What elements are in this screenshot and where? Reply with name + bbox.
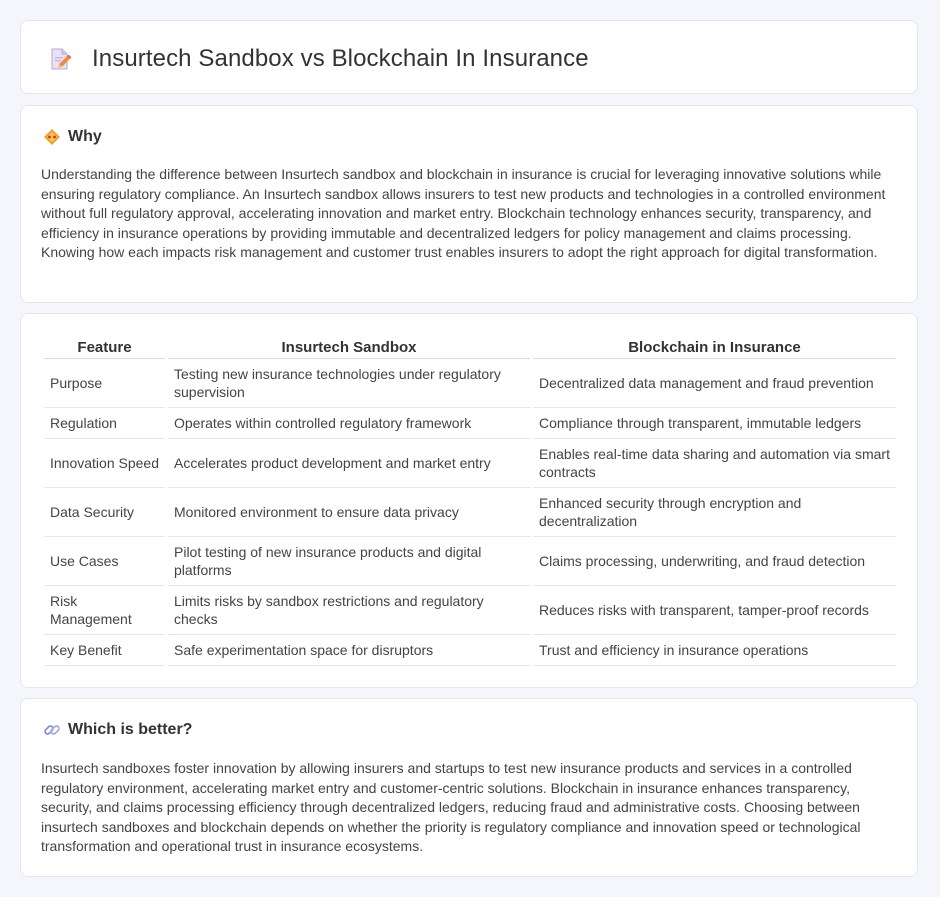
diamond-icon bbox=[43, 128, 61, 146]
table-header-row bbox=[44, 336, 896, 359]
row-feature-cell: Data Security bbox=[44, 488, 165, 537]
row-blockchain-cell: Enables real-time data sharing and automation via smart contracts bbox=[533, 439, 896, 488]
why-section bbox=[20, 105, 918, 303]
row-feature-cell: Regulation bbox=[44, 408, 165, 439]
column-header-blockchain: Blockchain in Insurance bbox=[533, 336, 896, 359]
table-row bbox=[44, 359, 896, 408]
table-row bbox=[44, 537, 896, 586]
table-row bbox=[44, 408, 896, 439]
row-blockchain-cell: Decentralized data management and fraud prevention bbox=[533, 359, 896, 408]
row-sandbox-cell: Operates within controlled regulatory framework bbox=[168, 408, 530, 439]
row-sandbox-cell: Accelerates product development and market entry bbox=[168, 439, 530, 488]
table-row bbox=[44, 586, 896, 635]
document-edit-icon bbox=[48, 47, 72, 71]
title-card bbox=[20, 20, 918, 94]
row-feature-cell: Key Benefit bbox=[44, 635, 165, 666]
table-row bbox=[44, 635, 896, 666]
row-sandbox-cell: Testing new insurance technologies under regulatory supervision bbox=[168, 359, 530, 408]
comparison-table bbox=[41, 336, 899, 666]
better-heading: Which is better? bbox=[68, 721, 193, 738]
which-is-better-section bbox=[20, 698, 918, 877]
column-header-feature: Feature bbox=[44, 336, 165, 359]
link-icon bbox=[43, 721, 61, 739]
row-blockchain-cell: Claims processing, underwriting, and fraud detection bbox=[533, 537, 896, 586]
row-feature-cell: Purpose bbox=[44, 359, 165, 408]
why-header bbox=[43, 128, 102, 146]
comparison-table-card bbox=[20, 313, 918, 688]
row-blockchain-cell: Reduces risks with transparent, tamper-proof records bbox=[533, 586, 896, 635]
row-sandbox-cell: Monitored environment to ensure data privacy bbox=[168, 488, 530, 537]
row-feature-cell: Use Cases bbox=[44, 537, 165, 586]
table-row bbox=[44, 439, 896, 488]
row-sandbox-cell: Pilot testing of new insurance products and digital platforms bbox=[168, 537, 530, 586]
row-sandbox-cell: Safe experimentation space for disruptors bbox=[168, 635, 530, 666]
table-row bbox=[44, 488, 896, 537]
row-blockchain-cell: Trust and efficiency in insurance operations bbox=[533, 635, 896, 666]
row-feature-cell: Innovation Speed bbox=[44, 439, 165, 488]
row-blockchain-cell: Compliance through transparent, immutable ledgers bbox=[533, 408, 896, 439]
why-heading: Why bbox=[68, 128, 102, 145]
better-header bbox=[43, 721, 192, 739]
row-blockchain-cell: Enhanced security through encryption and decentralization bbox=[533, 488, 896, 537]
page-title: Insurtech Sandbox vs Blockchain In Insurance bbox=[92, 45, 589, 72]
column-header-insurtech-sandbox: Insurtech Sandbox bbox=[168, 336, 530, 359]
row-feature-cell: Risk Management bbox=[44, 586, 165, 635]
better-text: Insurtech sandboxes foster innovation by allowing insurers and startups to test new insurance products and services in a controlled regulatory environment, accelerating market entry and customer-centric solutions. Blockchain in insurance enhances transparency, security, and claims processing efficiency through decentralized ledgers, reducing fraud and administrative costs. Choosing between insurtech sandboxes and blockchain depends on whether the priority is regulatory compliance and innovation speed or technological transformation and operational trust in insurance ecosystems. bbox=[41, 760, 861, 854]
row-sandbox-cell: Limits risks by sandbox restrictions and regulatory checks bbox=[168, 586, 530, 635]
why-text: Understanding the difference between Insurtech sandbox and blockchain in insurance is crucial for leveraging innovative solutions while ensuring regulatory compliance. An Insurtech sandbox allows insurers to test new products and technologies in a controlled environment without full regulatory approval, accelerating innovation and market entry. Blockchain technology enhances security, transparency, and efficiency in insurance operations by providing immutable and decentralized ledgers for policy management and claims processing. Knowing how each impacts risk management and customer trust enables insurers to adopt the right approach for digital transformation. bbox=[41, 166, 886, 260]
